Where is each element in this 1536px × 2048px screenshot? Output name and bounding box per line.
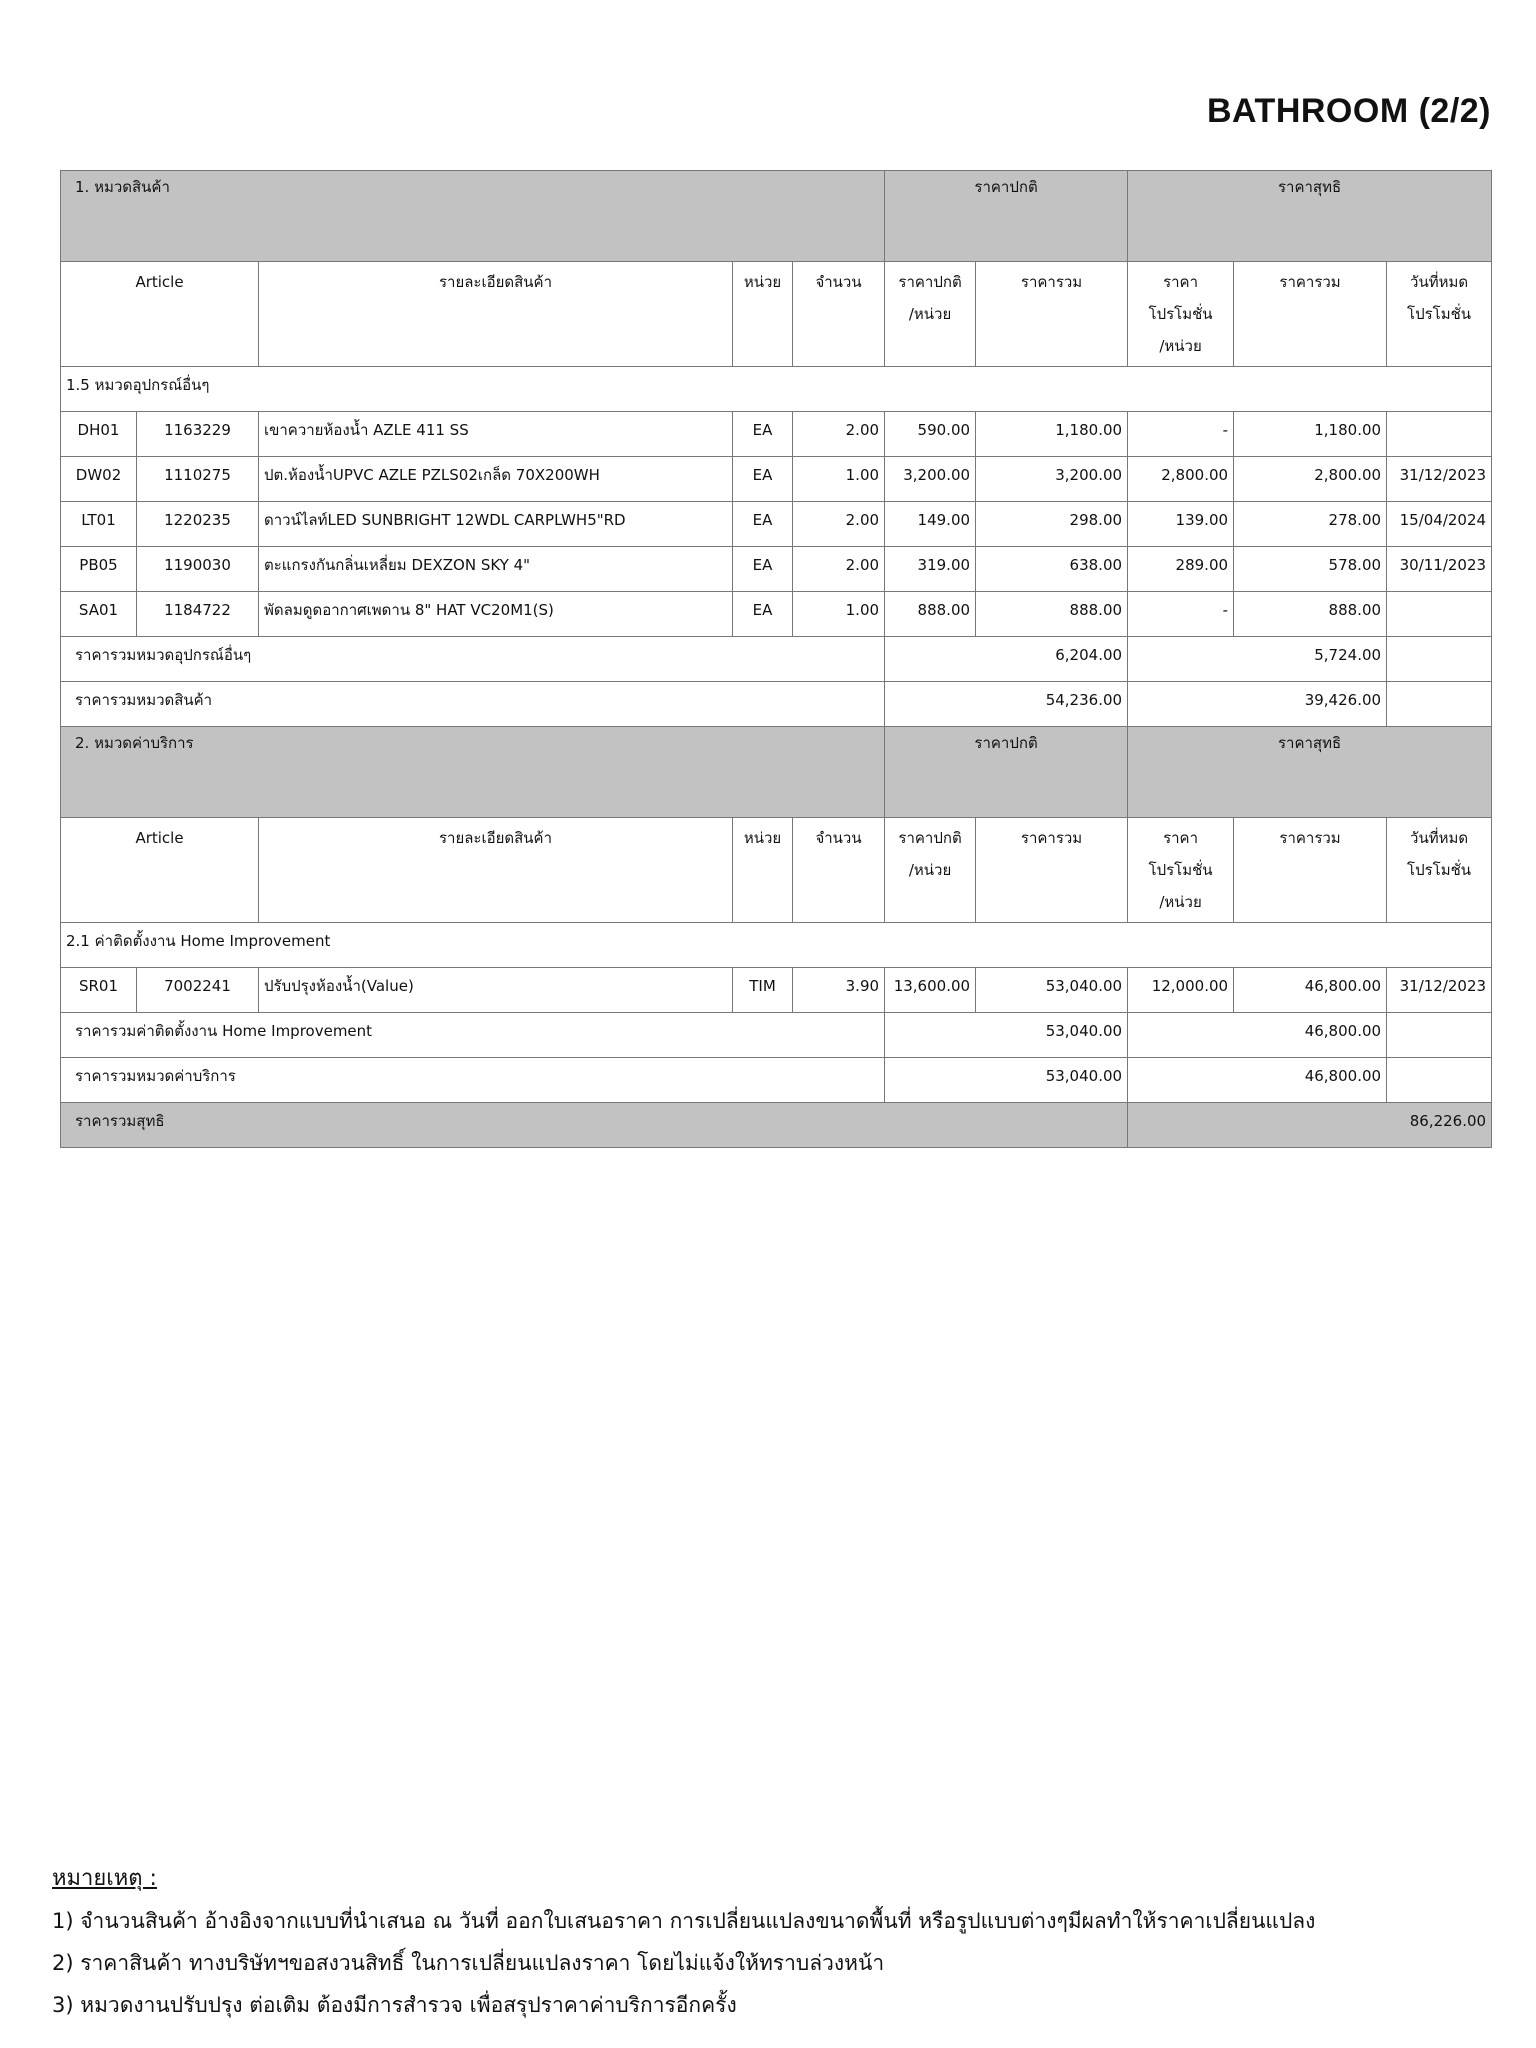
normal-price-header: ราคาปกติ bbox=[885, 727, 1128, 818]
item-qty: 3.90 bbox=[793, 968, 885, 1013]
item-unit: TIM bbox=[733, 968, 793, 1013]
item-unit: EA bbox=[733, 502, 793, 547]
item-unit-price: 590.00 bbox=[885, 412, 976, 457]
category-total-label: ราคารวมหมวดสินค้า bbox=[61, 682, 885, 727]
subtotal-net: 46,800.00 bbox=[1128, 1013, 1387, 1058]
item-promo-total: 1,180.00 bbox=[1234, 412, 1387, 457]
item-description: พัดลมดูดอากาศเพดาน 8" HAT VC20M1(S) bbox=[259, 592, 733, 637]
table-row bbox=[61, 592, 1492, 637]
item-article: 1220235 bbox=[137, 502, 259, 547]
item-promo-price: 289.00 bbox=[1128, 547, 1234, 592]
col-description: รายละเอียดสินค้า bbox=[259, 262, 733, 367]
table-row bbox=[61, 968, 1492, 1013]
subtotal-normal: 53,040.00 bbox=[885, 1013, 1128, 1058]
quotation-table bbox=[60, 170, 1492, 1148]
table-row bbox=[61, 502, 1492, 547]
item-promo-price: 2,800.00 bbox=[1128, 457, 1234, 502]
col-unit: หน่วย bbox=[733, 818, 793, 923]
col-promo-end: วันที่หมด โปรโมชั่น bbox=[1387, 818, 1492, 923]
empty-cell bbox=[1387, 637, 1492, 682]
item-promo-end: 31/12/2023 bbox=[1387, 968, 1492, 1013]
item-rows bbox=[61, 968, 1492, 1013]
item-promo-end bbox=[1387, 412, 1492, 457]
table-row bbox=[61, 412, 1492, 457]
subtotal-normal: 6,204.00 bbox=[885, 637, 1128, 682]
item-code: DW02 bbox=[61, 457, 137, 502]
col-article: Article bbox=[61, 818, 259, 923]
item-qty: 1.00 bbox=[793, 592, 885, 637]
item-qty: 2.00 bbox=[793, 412, 885, 457]
item-description: เขาควายห้องน้ำ AZLE 411 SS bbox=[259, 412, 733, 457]
col-unit-price: ราคาปกติ /หน่วย bbox=[885, 818, 976, 923]
item-total: 638.00 bbox=[976, 547, 1128, 592]
section-title: 1. หมวดสินค้า bbox=[61, 171, 885, 262]
section-header bbox=[61, 171, 1492, 262]
item-promo-total: 46,800.00 bbox=[1234, 968, 1387, 1013]
item-code: SR01 bbox=[61, 968, 137, 1013]
item-total: 298.00 bbox=[976, 502, 1128, 547]
item-promo-price: - bbox=[1128, 412, 1234, 457]
net-price-header: ราคาสุทธิ bbox=[1128, 727, 1492, 818]
empty-cell bbox=[1387, 1058, 1492, 1103]
item-article: 1184722 bbox=[137, 592, 259, 637]
category-total-label: ราคารวมหมวดค่าบริการ bbox=[61, 1058, 885, 1103]
item-description: ดาวน์ไลท์LED SUNBRIGHT 12WDL CARPLWH5"RD bbox=[259, 502, 733, 547]
item-unit: EA bbox=[733, 412, 793, 457]
item-article: 1163229 bbox=[137, 412, 259, 457]
item-code: LT01 bbox=[61, 502, 137, 547]
item-total: 888.00 bbox=[976, 592, 1128, 637]
item-promo-price: 12,000.00 bbox=[1128, 968, 1234, 1013]
col-qty: จำนวน bbox=[793, 818, 885, 923]
item-article: 7002241 bbox=[137, 968, 259, 1013]
col-promo-total: ราคารวม bbox=[1234, 818, 1387, 923]
item-article: 1110275 bbox=[137, 457, 259, 502]
normal-price-header: ราคาปกติ bbox=[885, 171, 1128, 262]
grand-total-value: 86,226.00 bbox=[1128, 1103, 1492, 1148]
column-header-row bbox=[61, 262, 1492, 367]
item-promo-end: 31/12/2023 bbox=[1387, 457, 1492, 502]
col-promo-total: ราคารวม bbox=[1234, 262, 1387, 367]
subcategory-title: 1.5 หมวดอุปกรณ์อื่นๆ bbox=[61, 367, 1492, 412]
item-description: ตะแกรงกันกลิ่นเหลี่ยม DEXZON SKY 4" bbox=[259, 547, 733, 592]
item-promo-total: 888.00 bbox=[1234, 592, 1387, 637]
section-title: 2. หมวดค่าบริการ bbox=[61, 727, 885, 818]
section-header bbox=[61, 727, 1492, 818]
item-code: DH01 bbox=[61, 412, 137, 457]
page-title: BATHROOM (2/2) bbox=[1206, 92, 1491, 130]
notes-title: หมายเหตุ : bbox=[52, 1866, 157, 1891]
item-code: SA01 bbox=[61, 592, 137, 637]
category-total-net: 39,426.00 bbox=[1128, 682, 1387, 727]
subcategory-title: 2.1 ค่าติดตั้งงาน Home Improvement bbox=[61, 923, 1492, 968]
net-price-header: ราคาสุทธิ bbox=[1128, 171, 1492, 262]
item-article: 1190030 bbox=[137, 547, 259, 592]
note-item: 2) ราคาสินค้า ทางบริษัทฯขอสงวนสิทธิ์ ในการเปลี่ยนแปลงราคา โดยไม่แจ้งให้ทราบล่วงหน้า bbox=[52, 1951, 885, 1975]
item-promo-end: 15/04/2024 bbox=[1387, 502, 1492, 547]
grand-total-label: ราคารวมสุทธิ bbox=[61, 1103, 1128, 1148]
item-promo-total: 578.00 bbox=[1234, 547, 1387, 592]
item-promo-end bbox=[1387, 592, 1492, 637]
item-unit: EA bbox=[733, 547, 793, 592]
col-total: ราคารวม bbox=[976, 262, 1128, 367]
category-total-net: 46,800.00 bbox=[1128, 1058, 1387, 1103]
item-unit-price: 319.00 bbox=[885, 547, 976, 592]
note-item: 3) หมวดงานปรับปรุง ต่อเติม ต้องมีการสำรวจ เพื่อสรุปราคาค่าบริการอีกครั้ง bbox=[52, 1993, 737, 2017]
item-unit-price: 13,600.00 bbox=[885, 968, 976, 1013]
subtotal-label: ราคารวมหมวดอุปกรณ์อื่นๆ bbox=[61, 637, 885, 682]
col-description: รายละเอียดสินค้า bbox=[259, 818, 733, 923]
col-promo-end: วันที่หมด โปรโมชั่น bbox=[1387, 262, 1492, 367]
item-qty: 2.00 bbox=[793, 502, 885, 547]
item-unit: EA bbox=[733, 592, 793, 637]
subtotal-row bbox=[61, 637, 1492, 682]
item-total: 1,180.00 bbox=[976, 412, 1128, 457]
notes bbox=[52, 1858, 1315, 2026]
item-promo-total: 278.00 bbox=[1234, 502, 1387, 547]
empty-cell bbox=[1387, 1013, 1492, 1058]
category-total-row bbox=[61, 1058, 1492, 1103]
item-rows bbox=[61, 412, 1492, 637]
item-qty: 2.00 bbox=[793, 547, 885, 592]
item-description: ปรับปรุงห้องน้ำ(Value) bbox=[259, 968, 733, 1013]
item-qty: 1.00 bbox=[793, 457, 885, 502]
table-row bbox=[61, 457, 1492, 502]
col-promo-price: ราคา โปรโมชั่น /หน่วย bbox=[1128, 818, 1234, 923]
item-unit-price: 149.00 bbox=[885, 502, 976, 547]
category-total-normal: 53,040.00 bbox=[885, 1058, 1128, 1103]
item-unit: EA bbox=[733, 457, 793, 502]
subtotal-row bbox=[61, 1013, 1492, 1058]
note-item: 1) จำนวนสินค้า อ้างอิงจากแบบที่นำเสนอ ณ วันที่ ออกใบเสนอราคา การเปลี่ยนแปลงขนาดพื้นที่ หรือรูปแบบต่างๆมีผลทำให้ราคาเปลี่ยนแปลง bbox=[52, 1909, 1316, 1933]
item-total: 53,040.00 bbox=[976, 968, 1128, 1013]
column-header-row bbox=[61, 818, 1492, 923]
col-qty: จำนวน bbox=[793, 262, 885, 367]
subcategory-row bbox=[61, 367, 1492, 412]
col-total: ราคารวม bbox=[976, 818, 1128, 923]
category-total-normal: 54,236.00 bbox=[885, 682, 1128, 727]
item-promo-price: 139.00 bbox=[1128, 502, 1234, 547]
item-unit-price: 888.00 bbox=[885, 592, 976, 637]
item-total: 3,200.00 bbox=[976, 457, 1128, 502]
subtotal-label: ราคารวมค่าติดตั้งงาน Home Improvement bbox=[61, 1013, 885, 1058]
col-article: Article bbox=[61, 262, 259, 367]
grand-total-row bbox=[61, 1103, 1492, 1148]
item-promo-total: 2,800.00 bbox=[1234, 457, 1387, 502]
col-promo-price: ราคา โปรโมชั่น /หน่วย bbox=[1128, 262, 1234, 367]
item-unit-price: 3,200.00 bbox=[885, 457, 976, 502]
item-promo-price: - bbox=[1128, 592, 1234, 637]
item-promo-end: 30/11/2023 bbox=[1387, 547, 1492, 592]
category-total-row bbox=[61, 682, 1492, 727]
item-code: PB05 bbox=[61, 547, 137, 592]
col-unit-price: ราคาปกติ /หน่วย bbox=[885, 262, 976, 367]
col-unit: หน่วย bbox=[733, 262, 793, 367]
item-description: ปต.ห้องน้ำUPVC AZLE PZLS02เกล็ด 70X200WH bbox=[259, 457, 733, 502]
subcategory-row bbox=[61, 923, 1492, 968]
empty-cell bbox=[1387, 682, 1492, 727]
table-row bbox=[61, 547, 1492, 592]
subtotal-net: 5,724.00 bbox=[1128, 637, 1387, 682]
